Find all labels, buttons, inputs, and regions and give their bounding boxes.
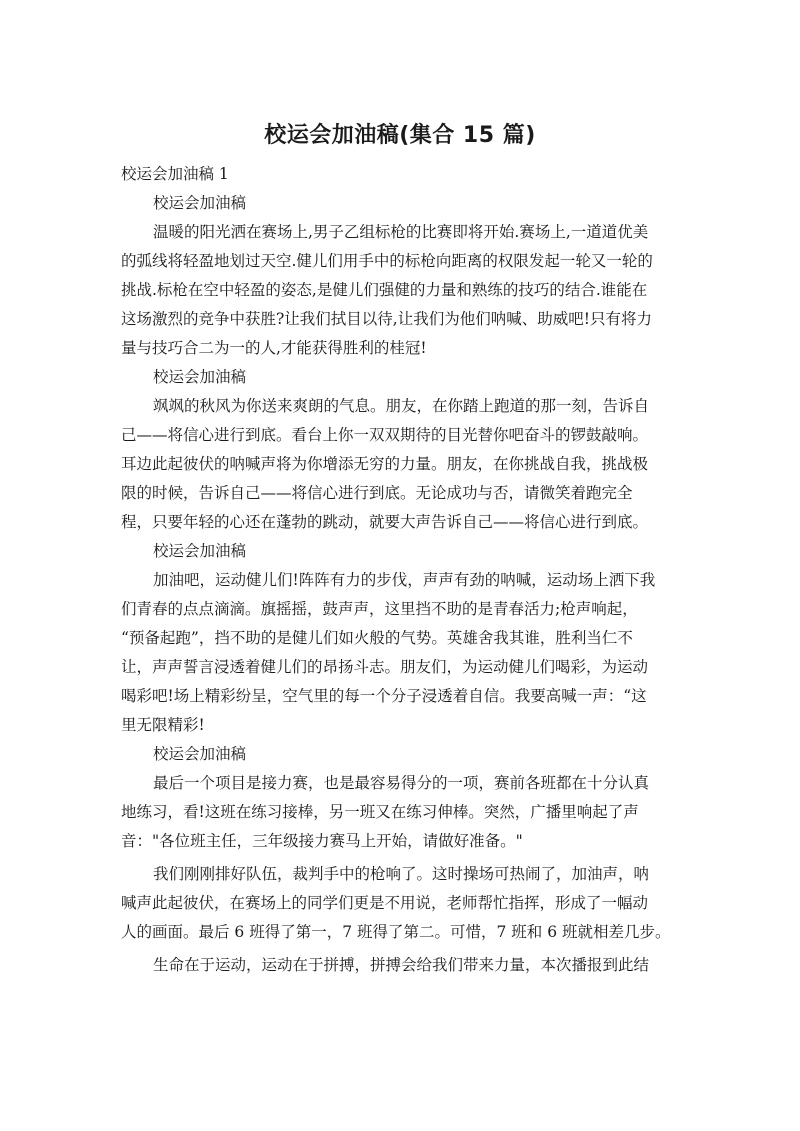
text-line: 音："各位班主任，三年级接力赛马上开始，请做好准备。": [121, 832, 523, 850]
paragraph: [121, 566, 681, 740]
text-line: 喝彩吧!场上精彩纷呈，空气里的每一个分子浸透着自信。我要高喊一声：“这: [121, 687, 647, 705]
text-line: 我们刚刚排好队伍，裁判手中的枪响了。这时操场可热闹了，加油声，呐: [153, 865, 650, 883]
text-line: 最后一个项目是接力赛，也是最容易得分的一项，赛前各班都在十分认真: [153, 774, 650, 792]
section-heading: 校运会加油稿: [153, 542, 247, 560]
paragraph: [121, 860, 681, 947]
text-line: 人的画面。最后 6 班得了第一，7 班得了第二。可惜，7 班和 6 班就相差几步。: [121, 923, 671, 941]
text-line: 己——将信心进行到底。看台上你一双双期待的目光替你吧奋斗的锣鼓敲响。: [121, 426, 649, 444]
text-line: 地练习，看!这班在练习接棒，另一班又在练习伸棒。突然，广播里响起了声: [121, 803, 639, 821]
paragraph: [121, 769, 681, 856]
text-line: 让，声声誓言浸透着健儿们的昂扬斗志。朋友们，为运动健儿们喝彩，为运动: [121, 658, 649, 676]
text-line: 这场激烈的竞争中获胜?让我们拭目以待,让我们为他们呐喊、助威吧!只有将力: [121, 310, 652, 328]
page-title: 校运会加油稿(集合 15 篇): [264, 123, 536, 148]
paragraph: [121, 218, 681, 363]
document-body: [121, 160, 681, 980]
text-line: 的弧线将轻盈地划过天空.健儿们用手中的标枪向距离的权限发起一轮又一轮的: [121, 252, 653, 270]
paragraph: [121, 951, 681, 980]
text-line: 喊声此起彼伏，在赛场上的同学们更是不用说，老师帮忙指挥，形成了一幅动: [121, 894, 649, 912]
text-line: 们青春的点点滴滴。旗摇摇，鼓声声，这里挡不助的是青春活力;枪声响起，: [121, 600, 638, 618]
document-subtitle: 校运会加油稿 1: [121, 165, 229, 183]
section-heading: 校运会加油稿: [153, 194, 247, 212]
text-line: 加油吧，运动健儿们!阵阵有力的步伐，声声有劲的呐喊，运动场上洒下我: [153, 571, 656, 589]
text-line: 温暖的阳光洒在赛场上,男子乙组标枪的比赛即将开始.赛场上,一道道优美: [153, 223, 649, 241]
text-line: 挑战.标枪在空中轻盈的姿态,是健儿们强健的力量和熟练的技巧的结合.谁能在: [121, 281, 648, 299]
paragraph: [121, 392, 681, 537]
text-line: 程，只要年轻的心还在蓬勃的跳动，就要大声告诉自己——将信心进行到底。: [121, 513, 649, 531]
section-heading: 校运会加油稿: [153, 368, 247, 386]
section-heading: 校运会加油稿: [153, 745, 247, 763]
text-line: 里无限精彩!: [121, 716, 205, 734]
text-line: 飒飒的秋风为你送来爽朗的气息。朋友，在你踏上跑道的那一刻，告诉自: [153, 397, 650, 415]
text-line: 限的时候，告诉自己——将信心进行到底。无论成功与否，请微笑着跑完全: [121, 484, 633, 502]
text-line: 生命在于运动，运动在于拼搏，拼搏会给我们带来力量，本次播报到此结: [153, 956, 650, 974]
text-line: 量与技巧合二为一的人,才能获得胜利的桂冠!: [121, 339, 427, 357]
text-line: “预备起跑”，挡不助的是健儿们如火般的气势。英雄舍我其谁，胜利当仁不: [121, 629, 633, 647]
text-line: 耳边此起彼伏的呐喊声将为你增添无穷的力量。朋友，在你挑战自我，挑战极: [121, 455, 649, 473]
